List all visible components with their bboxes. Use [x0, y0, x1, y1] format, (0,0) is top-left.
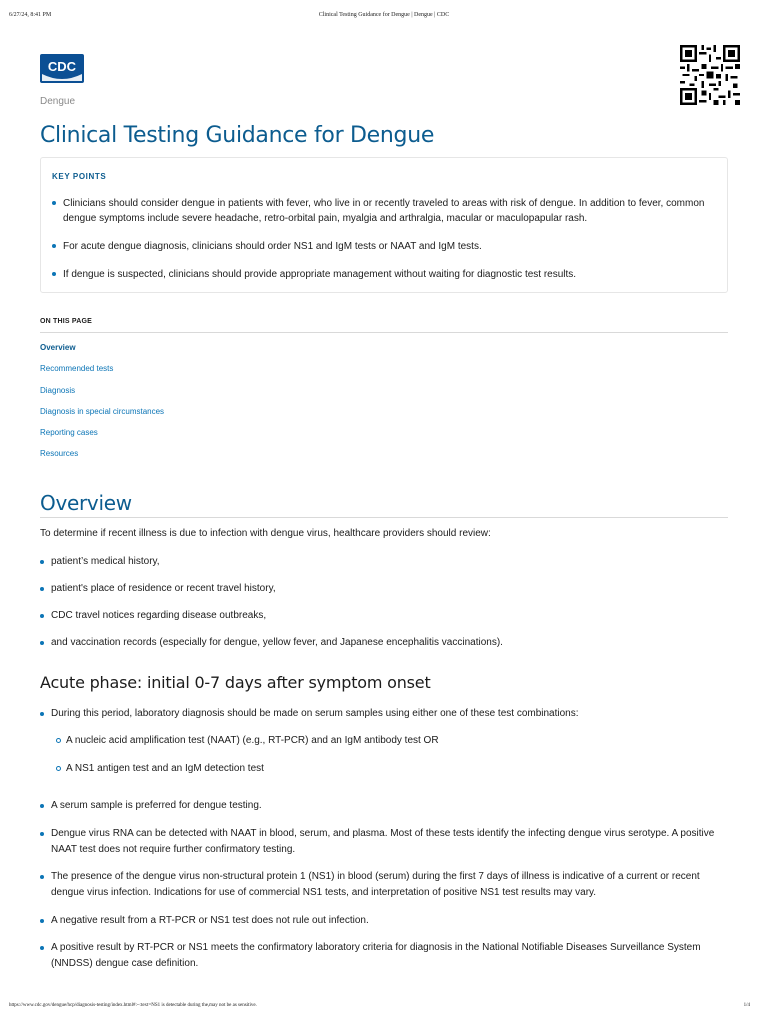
acute-phase-heading: Acute phase: initial 0-7 days after symptom onset — [40, 673, 431, 692]
qr-code — [680, 44, 740, 106]
page-number: 1/4 — [743, 1003, 750, 1008]
key-point-item: For acute dengue diagnosis, clinicians should order NS1 and IgM tests or NAAT and IgM tests. — [41, 239, 729, 254]
nav-link-diagnosis[interactable]: Diagnosis — [40, 385, 76, 395]
list-item: A positive result by RT-PCR or NS1 meets the confirmatory laboratory criteria for diagnosis in the National Notifiable Diseases Surveillance System (NNDSS) dengue case definition. — [40, 940, 730, 972]
cdc-logo-icon — [40, 54, 84, 83]
nav-link-overview[interactable]: Overview — [40, 343, 76, 352]
key-point-item: Clinicians should consider dengue in patients with fever, who live in or recently traveled to areas with risk of dengue. In addition to fever, common dengue symptoms include severe headache, retro-orbital pain, myalgia and arthralgia, macular or maculopapular rash. — [41, 196, 729, 226]
key-points-box — [40, 157, 728, 293]
list-item: During this period, laboratory diagnosis should be made on serum samples using either one of these test combinations: — [40, 706, 730, 722]
overview-intro: To determine if recent illness is due to infection with dengue virus, healthcare providers should review: — [40, 528, 491, 539]
on-this-page-heading: ON THIS PAGE — [40, 318, 93, 325]
list-item: A serum sample is preferred for dengue testing. — [40, 798, 730, 814]
list-item: Dengue virus RNA can be detected with NAAT in blood, serum, and plasma. Most of these tests identify the infecting dengue virus serotype. A positive NAAT test does not require further confirmatory testing. — [40, 826, 730, 858]
nav-link-recommended-tests[interactable]: Recommended tests — [40, 364, 114, 374]
key-points-list — [41, 196, 729, 295]
svg-text:CDC: CDC — [47, 59, 77, 74]
overview-heading: Overview — [40, 491, 132, 515]
list-item: patient's place of residence or recent travel history, — [40, 581, 730, 597]
print-header — [0, 12, 768, 24]
sub-list-item: A nucleic acid amplification test (NAAT) (e.g., RT-PCR) and an IgM antibody test OR — [56, 733, 716, 749]
sub-list-item: A NS1 antigen test and an IgM detection test — [56, 761, 716, 777]
nav-link-special-circumstances[interactable]: Diagnosis in special circumstances — [40, 406, 165, 416]
key-point-item: If dengue is suspected, clinicians should provide appropriate management without waiting for diagnostic test results. — [41, 267, 729, 282]
breadcrumb[interactable]: Dengue — [40, 96, 76, 107]
qr-code-icon — [680, 44, 740, 106]
divider — [40, 332, 728, 333]
on-this-page-nav — [40, 343, 164, 471]
nav-link-reporting-cases[interactable]: Reporting cases — [40, 428, 98, 438]
nav-link-resources[interactable]: Resources — [40, 449, 79, 459]
page-title: Clinical Testing Guidance for Dengue — [40, 123, 435, 148]
print-page-title: Clinical Testing Guidance for Dengue | Dengue | CDC — [318, 12, 450, 18]
list-item: and vaccination records (especially for dengue, yellow fever, and Japanese encephalitis vaccinations). — [40, 635, 730, 651]
list-item: CDC travel notices regarding disease outbreaks, — [40, 608, 730, 624]
divider — [40, 517, 728, 518]
print-datetime: 6/27/24, 8:41 PM — [9, 12, 52, 18]
list-item: patient’s medical history, — [40, 554, 730, 570]
print-url: https://www.cdc.gov/dengue/hcp/diagnosis-testing/index.html#:~:text=NS1 is detectable during the,may not be as sensitive. — [9, 1003, 257, 1008]
cdc-logo[interactable] — [40, 54, 84, 83]
list-item: A negative result from a RT-PCR or NS1 test does not rule out infection. — [40, 913, 730, 929]
list-item: The presence of the dengue virus non-structural protein 1 (NS1) in blood (serum) during the first 7 days of illness is indicative of a current or recent dengue virus infection. Indications for use of commercial NS1 tests, and interpretation of positive NS1 test results may vary. — [40, 869, 730, 901]
key-points-heading: KEY POINTS — [52, 172, 107, 181]
